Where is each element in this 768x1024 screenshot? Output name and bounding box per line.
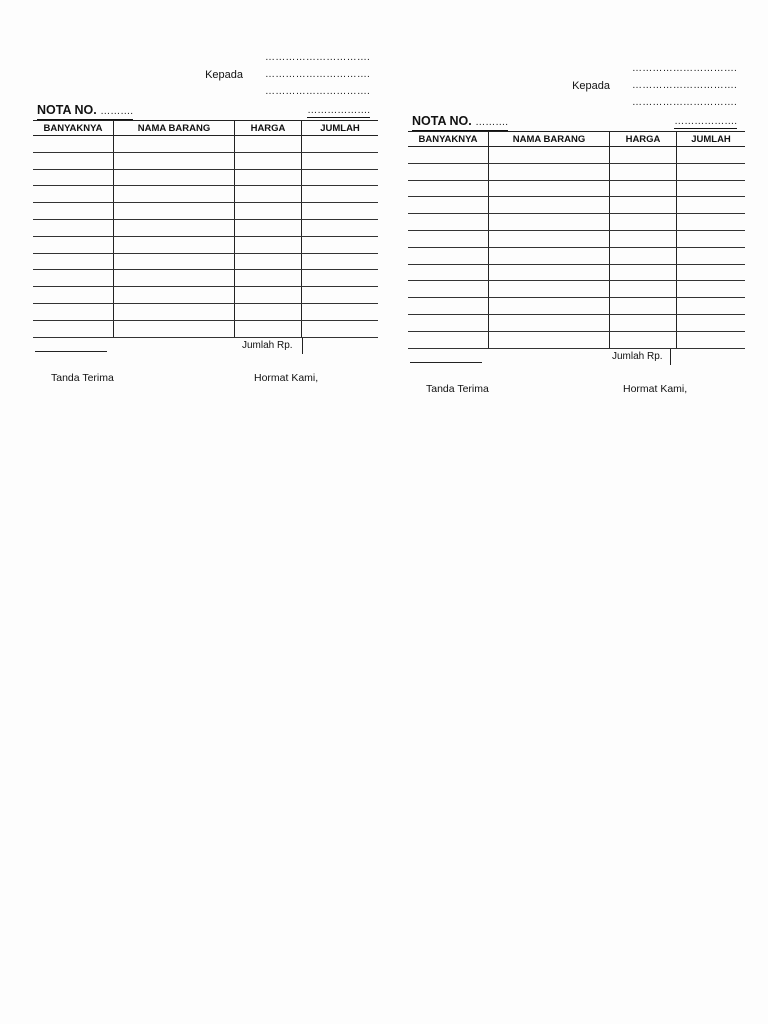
table-row: [33, 136, 378, 153]
nota-form-right: [408, 63, 745, 413]
table-row: [408, 197, 745, 214]
table-row: [408, 298, 745, 315]
table-cell: [677, 298, 746, 315]
table-cell: [677, 281, 746, 298]
table-cell: [677, 180, 746, 197]
table-cell: [33, 287, 114, 304]
table-cell: [302, 219, 379, 236]
total-row: [33, 338, 378, 358]
nota-number-row: [408, 114, 745, 130]
table-cell: [677, 331, 746, 348]
nota-number-dots: ……….: [100, 106, 133, 117]
table-cell: [33, 253, 114, 270]
table-cell: [677, 197, 746, 214]
table-cell: [114, 186, 235, 203]
tanda-terima-label: Tanda Terima: [426, 382, 489, 395]
table-cell: [235, 152, 302, 169]
recipient-dots-1: ………………………….: [265, 52, 370, 63]
table-cell: [489, 230, 610, 247]
table-row: [33, 287, 378, 304]
table-cell: [677, 314, 746, 331]
table-cell: [408, 314, 489, 331]
items-table: [408, 131, 745, 349]
table-row: [33, 236, 378, 253]
table-cell: [610, 247, 677, 264]
table-row: [408, 230, 745, 247]
nota-date-dots: ……………….: [674, 116, 737, 127]
table-cell: [302, 152, 379, 169]
table-cell: [114, 236, 235, 253]
header-banyaknya: BANYAKNYA: [33, 121, 114, 136]
table-cell: [302, 253, 379, 270]
table-cell: [235, 320, 302, 337]
table-cell: [114, 287, 235, 304]
table-header-row: [408, 132, 745, 147]
table-cell: [114, 270, 235, 287]
table-cell: [408, 298, 489, 315]
table-cell: [408, 180, 489, 197]
header-jumlah: JUMLAH: [677, 132, 746, 147]
signature-underline: [35, 351, 107, 352]
table-cell: [408, 331, 489, 348]
table-cell: [610, 163, 677, 180]
total-row: [408, 349, 745, 369]
header-jumlah: JUMLAH: [302, 121, 379, 136]
table-cell: [610, 314, 677, 331]
table-cell: [610, 281, 677, 298]
signature-row: [408, 383, 745, 413]
table-cell: [235, 253, 302, 270]
table-cell: [610, 331, 677, 348]
nota-date-dots: ……………….: [307, 105, 370, 116]
table-cell: [33, 186, 114, 203]
table-cell: [235, 236, 302, 253]
table-cell: [235, 203, 302, 220]
table-cell: [33, 136, 114, 153]
table-row: [408, 163, 745, 180]
table-cell: [114, 320, 235, 337]
table-cell: [408, 197, 489, 214]
table-cell: [302, 186, 379, 203]
table-cell: [677, 147, 746, 164]
total-divider: [670, 349, 671, 365]
header-banyaknya: BANYAKNYA: [408, 132, 489, 147]
table-row: [408, 281, 745, 298]
table-cell: [489, 214, 610, 231]
table-cell: [114, 203, 235, 220]
table-cell: [114, 253, 235, 270]
table-row: [408, 147, 745, 164]
kepada-row: [408, 80, 745, 97]
table-cell: [235, 303, 302, 320]
table-cell: [489, 314, 610, 331]
table-cell: [33, 219, 114, 236]
total-divider: [302, 338, 303, 354]
total-label: Jumlah Rp.: [612, 350, 663, 362]
table-row: [33, 169, 378, 186]
table-cell: [677, 247, 746, 264]
table-cell: [489, 281, 610, 298]
table-cell: [114, 219, 235, 236]
table-cell: [33, 203, 114, 220]
table-cell: [235, 136, 302, 153]
recipient-dots-3: ………………………….: [632, 97, 737, 108]
table-cell: [302, 303, 379, 320]
table-row: [33, 303, 378, 320]
kepada-row: [33, 69, 378, 86]
table-cell: [489, 197, 610, 214]
table-cell: [610, 298, 677, 315]
table-cell: [408, 230, 489, 247]
signature-row: [33, 372, 378, 402]
nota-number-dots: ……….: [475, 117, 508, 128]
signature-underline: [410, 362, 482, 363]
table-row: [33, 270, 378, 287]
table-cell: [489, 147, 610, 164]
table-row: [33, 152, 378, 169]
table-cell: [114, 303, 235, 320]
tanda-terima-label: Tanda Terima: [51, 371, 114, 384]
table-cell: [33, 152, 114, 169]
nota-number-row: [33, 103, 378, 119]
table-cell: [610, 264, 677, 281]
table-cell: [114, 169, 235, 186]
recipient-line-1: [33, 52, 378, 69]
table-cell: [33, 270, 114, 287]
table-body: [33, 136, 378, 338]
recipient-line-1: [408, 63, 745, 80]
header-nama-barang: NAMA BARANG: [114, 121, 235, 136]
kepada-label: Kepada: [205, 69, 243, 81]
kepada-label: Kepada: [572, 80, 610, 92]
table-cell: [489, 247, 610, 264]
table-row: [33, 253, 378, 270]
table-cell: [114, 136, 235, 153]
table-cell: [302, 270, 379, 287]
table-cell: [33, 169, 114, 186]
header-harga: HARGA: [235, 121, 302, 136]
table-cell: [408, 214, 489, 231]
table-cell: [677, 264, 746, 281]
table-cell: [235, 219, 302, 236]
table-cell: [302, 287, 379, 304]
table-cell: [235, 287, 302, 304]
table-body: [408, 147, 745, 349]
table-cell: [408, 281, 489, 298]
hormat-kami-label: Hormat Kami,: [254, 371, 319, 384]
table-cell: [235, 186, 302, 203]
table-cell: [610, 214, 677, 231]
table-cell: [408, 264, 489, 281]
table-cell: [677, 214, 746, 231]
table-cell: [677, 163, 746, 180]
table-cell: [489, 163, 610, 180]
table-cell: [677, 230, 746, 247]
table-header-row: [33, 121, 378, 136]
table-cell: [302, 236, 379, 253]
recipient-line-3: [33, 86, 378, 103]
table-cell: [489, 180, 610, 197]
table-row: [408, 331, 745, 348]
table-row: [408, 247, 745, 264]
table-row: [408, 180, 745, 197]
table-row: [33, 186, 378, 203]
recipient-dots-3: ………………………….: [265, 86, 370, 97]
table-cell: [610, 230, 677, 247]
table-cell: [114, 152, 235, 169]
recipient-dots-2: ………………………….: [265, 69, 370, 80]
table-cell: [33, 320, 114, 337]
hormat-kami-label: Hormat Kami,: [623, 382, 688, 395]
table-row: [33, 203, 378, 220]
table-cell: [610, 147, 677, 164]
table-row: [33, 219, 378, 236]
nota-form-left: [33, 52, 378, 402]
header-harga: HARGA: [610, 132, 677, 147]
recipient-dots-2: ………………………….: [632, 80, 737, 91]
table-cell: [610, 197, 677, 214]
table-row: [408, 314, 745, 331]
table-cell: [408, 147, 489, 164]
table-cell: [33, 303, 114, 320]
table-row: [33, 320, 378, 337]
table-cell: [302, 169, 379, 186]
nota-number-title: NOTA NO. ……….: [412, 114, 508, 131]
total-label: Jumlah Rp.: [242, 339, 293, 351]
table-cell: [489, 298, 610, 315]
table-cell: [408, 163, 489, 180]
table-cell: [235, 270, 302, 287]
nota-number-title: NOTA NO. ……….: [37, 103, 133, 120]
table-cell: [408, 247, 489, 264]
recipient-line-3: [408, 97, 745, 114]
table-cell: [235, 169, 302, 186]
table-cell: [302, 320, 379, 337]
table-cell: [489, 331, 610, 348]
recipient-dots-1: ………………………….: [632, 63, 737, 74]
table-cell: [489, 264, 610, 281]
table-cell: [33, 236, 114, 253]
table-cell: [302, 203, 379, 220]
table-cell: [610, 180, 677, 197]
table-cell: [302, 136, 379, 153]
header-nama-barang: NAMA BARANG: [489, 132, 610, 147]
items-table: [33, 120, 378, 338]
table-row: [408, 264, 745, 281]
table-row: [408, 214, 745, 231]
